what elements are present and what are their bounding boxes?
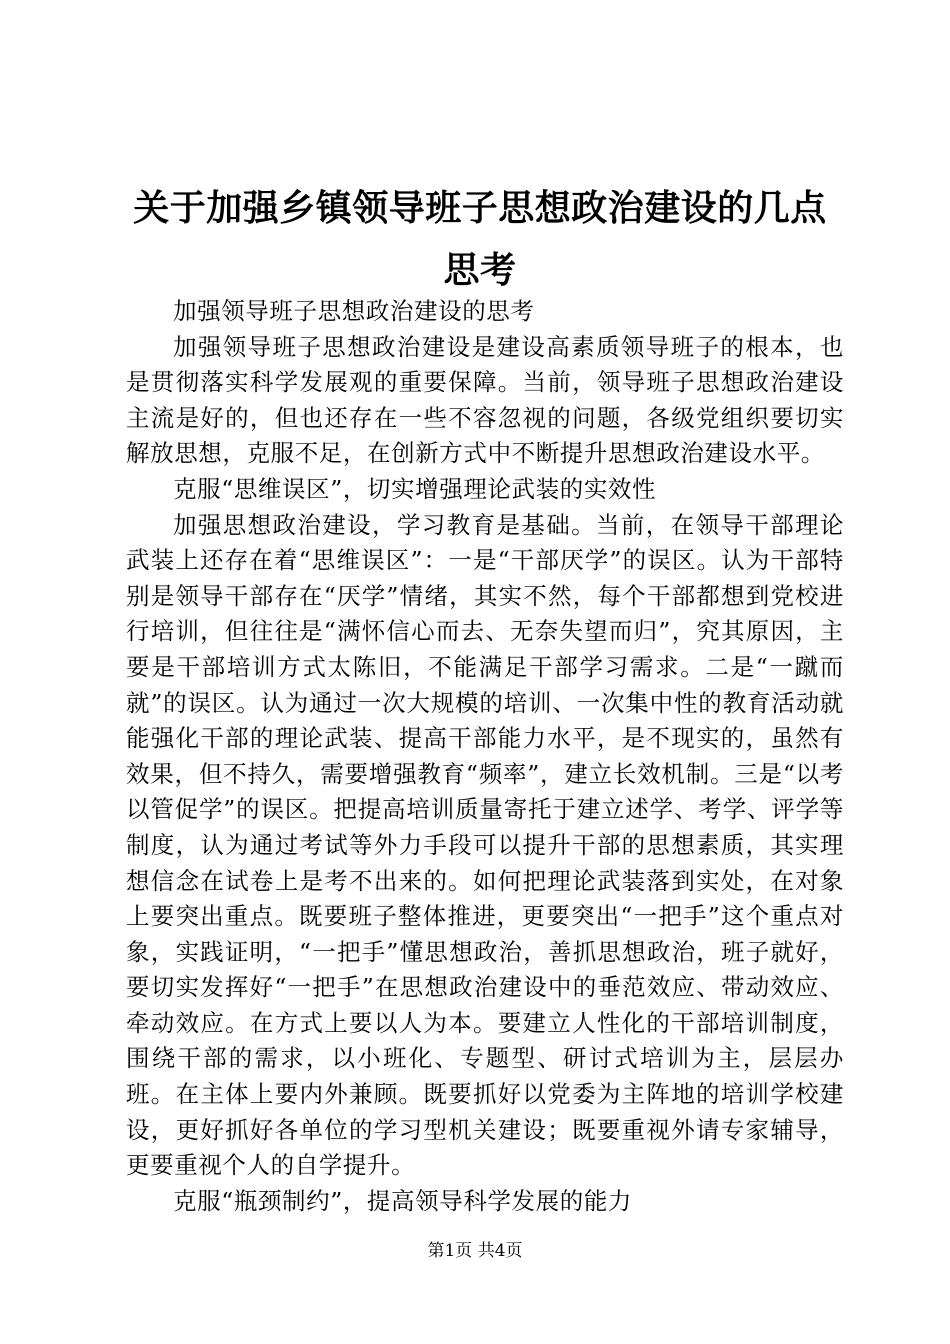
paragraph-intro: 加强领导班子思想政治建设是建设高素质领导班子的根本，也是贯彻落实科学发展观的重要保障。当前，领导班子思想政治建设主流是好的，但也还存在一些不容忽视的问题，各级党组织要切实解放思想，克服不足，在创新方式中不断提升思想政治建设水平。 [126, 332, 844, 468]
page-number-footer: 第1页 共4页 [427, 1241, 523, 1261]
document-title: 关于加强乡镇领导班子思想政治建设的几点思考 [133, 188, 827, 291]
paragraph-subtitle: 加强领导班子思想政治建设的思考 [173, 297, 535, 325]
document-body [126, 294, 844, 1219]
paragraph-section-1: 加强思想政治建设，学习教育是基础。当前，在领导干部理论武装上还存在着“思维误区”：一是“干部厌学”的误区。认为干部特别是领导干部存在“厌学”情绪，其实不然，每个干部都想到党校进行培训，但往往是“满怀信心而去、无奈失望而归”，究其原因，主要是干部培训方式太陈旧，不能满足干部学习需求。二是“一蹴而就”的误区。认为通过一次大规模的培训、一次集中性的教育活动就能强化干部的理论武装、提高干部能力水平，是不现实的，虽然有效果，但不持久，需要增强教育“频率”，建立长效机制。三是“以考以管促学”的误区。把提高培训质量寄托于建立述学、考学、评学等制度，认为通过考试等外力手段可以提升干部的思想素质，其实理想信念在试卷上是考不出来的。如何把理论武装落到实处，在对象上要突出重点。既要班子整体推进，更要突出“一把手”这个重点对象，实践证明，“一把手”懂思想政治，善抓思想政治，班子就好，要切实发挥好“一把手”在思想政治建设中的垂范效应、带动效应、牵动效应。在方式上要以人为本。要建立人性化的干部培训制度，围绕干部的需求，以小班化、专题型、研讨式培训为主，层层办班。在主体上要内外兼顾。既要抓好以党委为主阵地的培训学校建设，更好抓好各单位的学习型机关建设；既要重视外请专家辅导，更要重视个人的自学提升。 [126, 510, 844, 1180]
section-heading-1: 克服“思维误区”，切实增强理论武装的实效性 [173, 474, 657, 503]
section-heading-2: 克服“瓶颈制约”，提高领导科学发展的能力 [173, 1186, 633, 1215]
